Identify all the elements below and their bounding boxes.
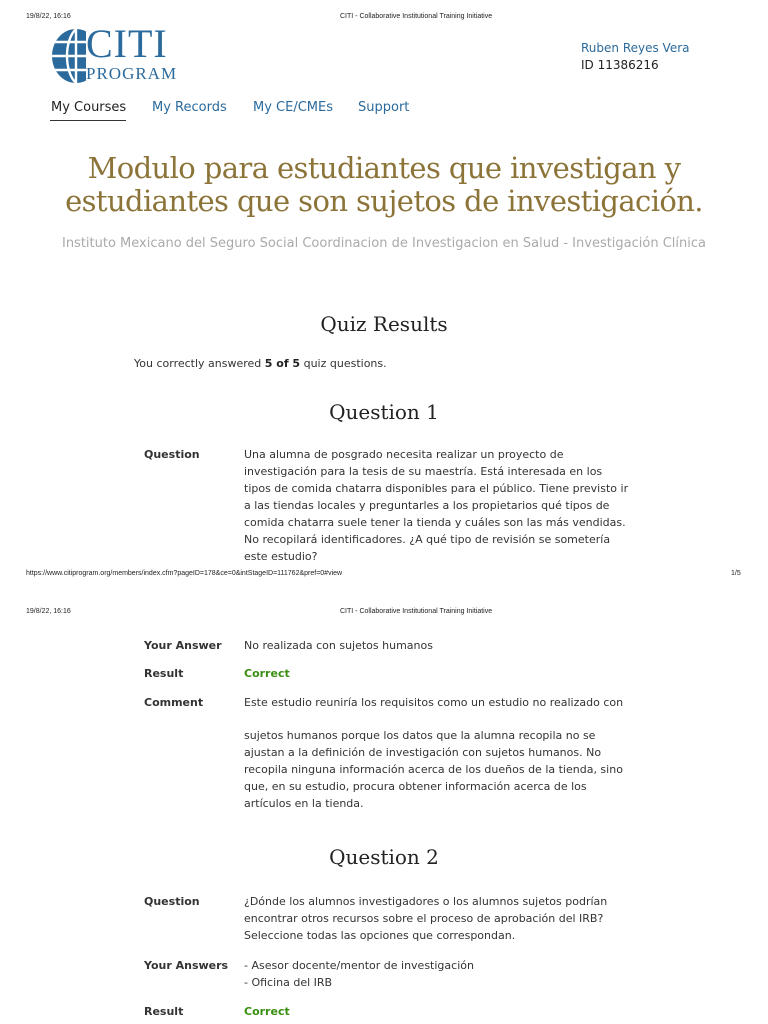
print-header-2-site: CITI - Collaborative Institutional Training Initiative — [340, 608, 493, 615]
question-2-answer-2: - Oficina del IRB — [244, 976, 333, 989]
nav-my-courses[interactable]: My Courses — [51, 100, 127, 115]
question-1-text: Una alumna de posgrado necesita realizar un proyecto de investigación para la tesis de su maestría. Está interesada en los tipos de comida chatarra disponibles para el público. Tiene previsto ir a las tiendas locales y preguntarles a los propietarios qué tipos de comida chatarra suele tener la tienda y cuáles son las más vendidas. No recopilará identificadores. ¿A qué tipo de revisión se sometería este estudio? — [244, 448, 629, 563]
module-subtitle: Instituto Mexicano del Seguro Social Coordinacion de Investigacion en Salud - Investigación Clínica — [61, 236, 706, 251]
print-header-site: CITI - Collaborative Institutional Training Initiative — [340, 13, 493, 20]
question-2-text: ¿Dónde los alumnos investigadores o los alumnos sujetos podrían encontrar otros recursos sobre el proceso de aprobación del IRB? Seleccione todas las opciones que correspondan. — [244, 895, 608, 942]
print-header-date: 19/8/22, 16:16 — [26, 13, 71, 20]
summary-prefix: You correctly answered — [134, 357, 265, 370]
result-label-2: Result — [144, 1005, 184, 1018]
logo-citi-text: CITI — [86, 21, 168, 66]
summary-suffix: quiz questions. — [300, 357, 387, 370]
question-1-comment: sujetos humanos porque los datos que la alumna recopila no se ajustan a la definición de investigación con sujetos humanos. No recopila ninguna información acerca de los dueños de la tienda, sino que, en su estudio, procura obtener información acerca de los artículos en la tienda. — [244, 729, 623, 810]
module-title: Modulo para estudiantes que investigan y estudiantes que son sujetos de investigación. — [65, 151, 703, 218]
question-2-answer-1: - Asesor docente/mentor de investigación — [244, 959, 474, 972]
question-1-result: Correct — [244, 667, 290, 680]
result-label: Result — [144, 667, 184, 680]
comment-label: Comment — [144, 696, 204, 709]
nav-support[interactable]: Support — [358, 100, 410, 115]
print-header-2-date: 19/8/22, 16:16 — [26, 608, 71, 615]
print-footer-page: 1/5 — [731, 570, 741, 577]
question-label-2: Question — [144, 895, 200, 908]
quiz-summary — [134, 357, 387, 370]
question-1-heading: Question 1 — [329, 400, 439, 424]
page-break — [0, 588, 768, 598]
quiz-results-heading: Quiz Results — [320, 312, 448, 336]
question-2-heading: Question 2 — [329, 845, 439, 869]
citi-program-logo[interactable] — [52, 21, 187, 88]
print-footer-url: https://www.citiprogram.org/members/index.cfm?pageID=178&ce=0&intStageID=111762&pref=0#view — [26, 570, 343, 577]
nav-active-underline — [50, 120, 126, 121]
question-1-answer: No realizada con sujetos humanos — [244, 639, 433, 652]
question-1-comment-line1: Este estudio reuniría los requisitos como un estudio no realizado con — [244, 696, 624, 709]
user-id: ID 11386216 — [581, 58, 659, 72]
question-label: Question — [144, 448, 200, 461]
question-2-result: Correct — [244, 1005, 290, 1018]
nav-my-ce-cmes[interactable]: My CE/CMEs — [253, 100, 333, 115]
your-answers-label: Your Answers — [144, 959, 229, 972]
nav-my-records[interactable]: My Records — [152, 100, 227, 115]
user-name-link[interactable]: Ruben Reyes Vera — [581, 41, 690, 55]
your-answer-label: Your Answer — [144, 639, 222, 652]
quiz-score: 5 of 5 — [264, 357, 301, 370]
globe-icon — [52, 28, 86, 84]
logo-program-text: PROGRAM — [86, 64, 178, 83]
